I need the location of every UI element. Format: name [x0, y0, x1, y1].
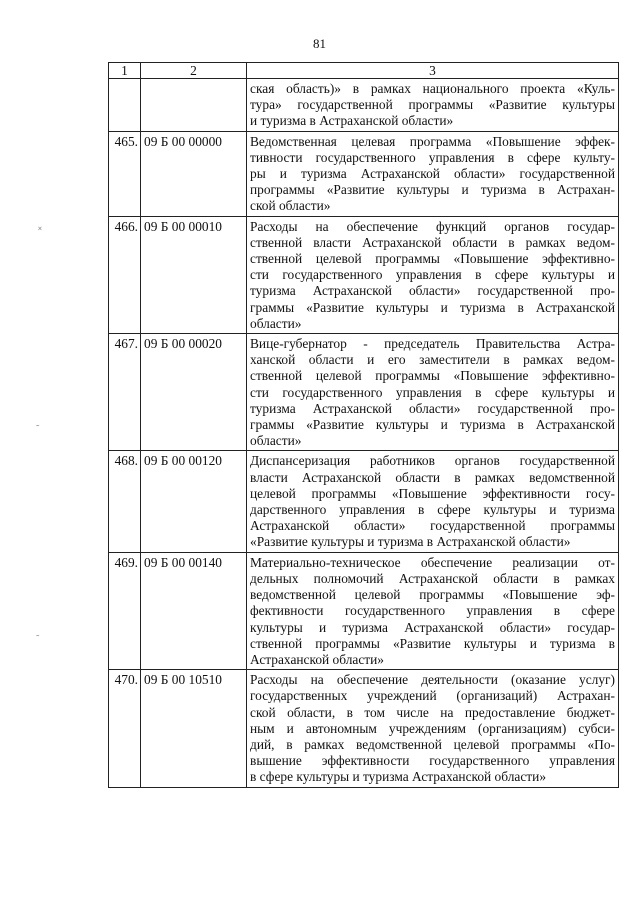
- description-line: и туризма в Астраханской области»: [250, 113, 454, 129]
- classification-code: 09 Б 00 00020: [141, 334, 247, 451]
- table-header-row: [109, 63, 619, 79]
- description-line: дий, в рамках ведомственной целевой программы «По-: [250, 736, 615, 752]
- expense-description: [247, 79, 619, 132]
- classification-code: [141, 79, 247, 132]
- description-line: сти государственного управления в сфере культуры и: [250, 267, 615, 283]
- classification-code: 09 Б 00 00000: [141, 131, 247, 216]
- header-cell-2: 2: [141, 63, 247, 79]
- classification-code: 09 Б 00 00140: [141, 552, 247, 669]
- classification-code: 09 Б 00 10510: [141, 670, 247, 787]
- description-line: государственных учреждений (организаций) Астрахан-: [250, 688, 615, 704]
- description-line: Материально-техническое обеспечение реализации от-: [250, 554, 615, 570]
- row-number: 469.: [109, 552, 141, 669]
- page-number: 81: [313, 36, 326, 51]
- expense-description: [247, 216, 619, 333]
- description-line: ской области»: [250, 198, 331, 214]
- description-line: тивности государственного управления в сфере культу-: [250, 149, 615, 165]
- description-line: дарственного управления в сфере культуры и туризма: [250, 502, 615, 518]
- table-row: [109, 670, 619, 787]
- description-line: Вице-губернатор - председатель Правительства Астра-: [250, 336, 615, 352]
- header-cell-1: 1: [109, 63, 141, 79]
- expense-description: [247, 670, 619, 787]
- description-line: ской области, в том числе на предоставление бюджет-: [250, 704, 615, 720]
- expense-description: [247, 131, 619, 216]
- description-line: туризма Астраханской области» государственной про-: [250, 283, 615, 299]
- description-line: ственной власти Астраханской области в рамках ведом-: [250, 234, 615, 250]
- table-row: [109, 79, 619, 132]
- description-line: культуры и туризма Астраханской области» государ-: [250, 619, 615, 635]
- description-line: вышение эффективности государственного управления: [250, 753, 615, 769]
- description-line: ская область)» в рамках национального проекта «Куль-: [250, 81, 615, 96]
- description-line: «Развитие культуры и туризма в Астраханской области»: [250, 534, 571, 550]
- description-line: Астраханской области» государственной программы: [250, 518, 615, 534]
- description-line: Расходы на обеспечение деятельности (оказание услуг): [250, 672, 615, 688]
- expense-description: [247, 334, 619, 451]
- classification-code: 09 Б 00 00120: [141, 451, 247, 552]
- row-number: 468.: [109, 451, 141, 552]
- description-line: области»: [250, 433, 302, 449]
- table-row: [109, 451, 619, 552]
- row-number: 466.: [109, 216, 141, 333]
- description-line: граммы «Развитие культуры и туризма в Астраханской: [250, 299, 615, 315]
- description-line: целевой программы «Повышение эффективности госу-: [250, 485, 615, 501]
- description-line: граммы «Развитие культуры и туризма в Астраханской: [250, 417, 615, 433]
- expense-description: [247, 552, 619, 669]
- expense-description: [247, 451, 619, 552]
- description-line: ры и туризма Астраханской области» государственной: [250, 166, 615, 182]
- description-line: сти государственного управления в сфере культуры и: [250, 384, 615, 400]
- description-line: Диспансеризация работников органов государственной: [250, 453, 615, 469]
- description-line: ственной программы «Развитие культуры и туризма в: [250, 635, 615, 651]
- row-number: 465.: [109, 131, 141, 216]
- description-line: власти Астраханской области в рамках ведомственной: [250, 469, 615, 485]
- description-line: ведомственной целевой программы «Повышение эф-: [250, 587, 615, 603]
- scan-mark: ˜: [36, 634, 40, 645]
- description-line: фективности государственного управления в сфере: [250, 603, 615, 619]
- description-line: ственной целевой программы «Повышение эффективно-: [250, 251, 615, 267]
- description-line: ным и автономным учреждениям (организациям) субси-: [250, 720, 615, 736]
- table-row: [109, 334, 619, 451]
- description-line: дельных полномочий Астраханской области в рамках: [250, 570, 615, 586]
- table-row: [109, 216, 619, 333]
- header-cell-3: 3: [247, 63, 619, 79]
- description-line: Ведомственная целевая программа «Повышение эффек-: [250, 133, 615, 149]
- description-line: туризма Астраханской области» государственной про-: [250, 400, 615, 416]
- table-row: [109, 131, 619, 216]
- row-number: [109, 79, 141, 132]
- budget-classification-table: [108, 62, 619, 788]
- description-line: области»: [250, 315, 302, 331]
- description-line: тура» государственной программы «Развитие культуры: [250, 97, 615, 113]
- classification-code: 09 Б 00 00010: [141, 216, 247, 333]
- description-line: Расходы на обеспечение функций органов государ-: [250, 218, 615, 234]
- row-number: 470.: [109, 670, 141, 787]
- description-line: в сфере культуры и туризма Астраханской области»: [250, 769, 547, 785]
- row-number: 467.: [109, 334, 141, 451]
- description-line: программы «Развитие культуры и туризма в Астрахан-: [250, 182, 615, 198]
- description-line: ханской области и его заместители в рамках ведом-: [250, 352, 615, 368]
- scan-mark: ˟: [38, 226, 42, 237]
- scan-mark: ˜: [36, 424, 40, 435]
- description-line: ственной целевой программы «Повышение эффективно-: [250, 368, 615, 384]
- description-line: Астраханской области»: [250, 651, 384, 667]
- table-row: [109, 552, 619, 669]
